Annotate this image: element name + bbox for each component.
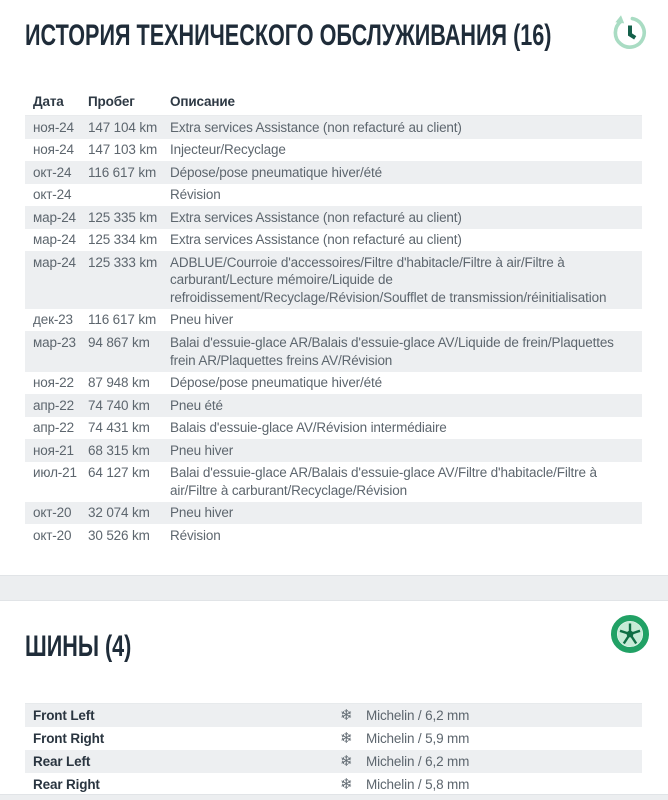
service-description: Extra services Assistance (non refacturé au client)	[170, 232, 462, 248]
service-description: Injecteur/Recyclage	[170, 142, 286, 158]
service-date: ноя-24	[33, 119, 74, 135]
service-mileage: 87 948 km	[88, 375, 150, 391]
service-date: окт-24	[33, 187, 72, 203]
tires-table	[25, 703, 642, 796]
service-mileage: 30 526 km	[88, 527, 150, 543]
service-mileage	[88, 186, 170, 204]
service-date: ноя-22	[33, 375, 74, 391]
snowflake-icon: ❄	[340, 729, 353, 747]
service-history-row	[25, 462, 642, 502]
service-date: окт-24	[33, 164, 72, 180]
service-mileage: 116 617 km	[88, 312, 157, 328]
service-history-row	[25, 439, 642, 462]
service-history-row	[25, 139, 642, 162]
service-mileage: 125 334 km	[88, 232, 158, 248]
service-mileage: 32 074 km	[88, 505, 150, 521]
service-mileage: 68 315 km	[88, 442, 150, 458]
tire-position-label: Rear Left	[33, 753, 91, 769]
service-mileage: 125 335 km	[88, 209, 158, 225]
service-history-row	[25, 372, 642, 395]
column-header-date: Дата	[33, 94, 64, 109]
service-history-row	[25, 394, 642, 417]
service-history-row	[25, 206, 642, 229]
service-history-row	[25, 184, 642, 207]
service-history-rows	[25, 116, 642, 547]
service-history-row	[25, 417, 642, 440]
service-description: Dépose/pose pneumatique hiver/été	[170, 164, 382, 180]
tire-row	[25, 750, 642, 773]
service-history-row	[25, 251, 642, 309]
service-mileage: 74 431 km	[88, 420, 150, 436]
service-description: Pneu été	[170, 397, 223, 413]
service-mileage: 74 740 km	[88, 397, 150, 413]
service-history-row	[25, 502, 642, 525]
service-description: Balais d'essuie-glace AV/Révision intermédiaire	[170, 420, 447, 436]
column-header-description: Описание	[170, 94, 235, 109]
snowflake-icon: ❄	[340, 706, 353, 724]
service-description: Révision	[170, 527, 221, 543]
service-history-row	[25, 229, 642, 252]
wheel-icon	[610, 614, 650, 654]
service-mileage: 64 127 km	[88, 465, 150, 481]
service-description: Révision	[170, 187, 221, 203]
service-description: Extra services Assistance (non refacturé au client)	[170, 209, 462, 225]
service-date: апр-22	[33, 420, 74, 436]
service-history-title: ИСТОРИЯ ТЕХНИЧЕСКОГО ОБСЛУЖИВАНИЯ (16)	[25, 19, 552, 52]
section-divider	[0, 575, 668, 601]
service-mileage: 125 333 km	[88, 254, 158, 270]
tire-brand-tread-value: Michelin / 5,8 mm	[366, 776, 470, 792]
service-history-header	[25, 90, 642, 116]
service-description: Dépose/pose pneumatique hiver/été	[170, 375, 382, 391]
snowflake-icon: ❄	[340, 775, 353, 793]
service-description: Balai d'essuie-glace AR/Balais d'essuie-glace AV/Filtre d'habitacle/Filtre à air/Filtre à carburant/Recyclage/Révision	[170, 465, 597, 498]
service-history-row	[25, 331, 642, 371]
service-mileage: 116 617 km	[88, 164, 157, 180]
service-description: Pneu hiver	[170, 505, 234, 521]
service-mileage: 147 104 km	[88, 119, 158, 135]
service-description: ADBLUE/Courroie d'accessoires/Filtre d'habitacle/Filtre à air/Filtre à carburant/Lecture mémoire/Liquide de refroidissement/Recyclage/Révision/Soufflet de transmission/réinitialisation	[170, 254, 607, 305]
tire-brand-tread-value: Michelin / 6,2 mm	[366, 707, 470, 723]
service-history-row	[25, 309, 642, 332]
tire-row	[25, 773, 642, 796]
tires-section	[0, 601, 668, 796]
service-mileage: 94 867 km	[88, 334, 150, 350]
service-date: мар-24	[33, 209, 76, 225]
tire-row	[25, 704, 642, 727]
tire-brand-tread-value: Michelin / 5,9 mm	[366, 730, 470, 746]
service-history-row	[25, 161, 642, 184]
tire-position-label: Rear Right	[33, 776, 100, 792]
service-date: мар-24	[33, 254, 76, 270]
tires-rows	[25, 704, 642, 796]
service-date: апр-22	[33, 397, 74, 413]
service-description: Pneu hiver	[170, 442, 234, 458]
tire-position-label: Front Right	[33, 730, 105, 746]
service-date: июл-21	[33, 465, 77, 481]
service-date: мар-24	[33, 232, 76, 248]
service-date: окт-20	[33, 527, 72, 543]
service-date: дек-23	[33, 312, 73, 328]
service-description: Extra services Assistance (non refacturé au client)	[170, 119, 462, 135]
service-date: окт-20	[33, 505, 72, 521]
service-mileage: 147 103 km	[88, 142, 158, 158]
service-description: Pneu hiver	[170, 312, 234, 328]
tire-row	[25, 727, 642, 750]
service-history-row	[25, 524, 642, 547]
bottom-divider	[0, 794, 668, 800]
history-arrow-icon	[610, 13, 650, 53]
tires-title: ШИНЫ (4)	[25, 629, 132, 663]
snowflake-icon: ❄	[340, 752, 353, 770]
service-history-row	[25, 116, 642, 139]
service-date: мар-23	[33, 334, 76, 350]
service-history-table	[25, 90, 642, 547]
tire-brand-tread-value: Michelin / 6,2 mm	[366, 753, 470, 769]
tire-position-label: Front Left	[33, 707, 95, 723]
service-description: Balai d'essuie-glace AR/Balais d'essuie-glace AV/Liquide de frein/Plaquettes frein AR/Plaquettes freins AV/Révision	[170, 334, 614, 368]
column-header-mileage: Пробег	[88, 94, 135, 109]
service-date: ноя-24	[33, 142, 74, 158]
service-date: ноя-21	[33, 442, 74, 458]
